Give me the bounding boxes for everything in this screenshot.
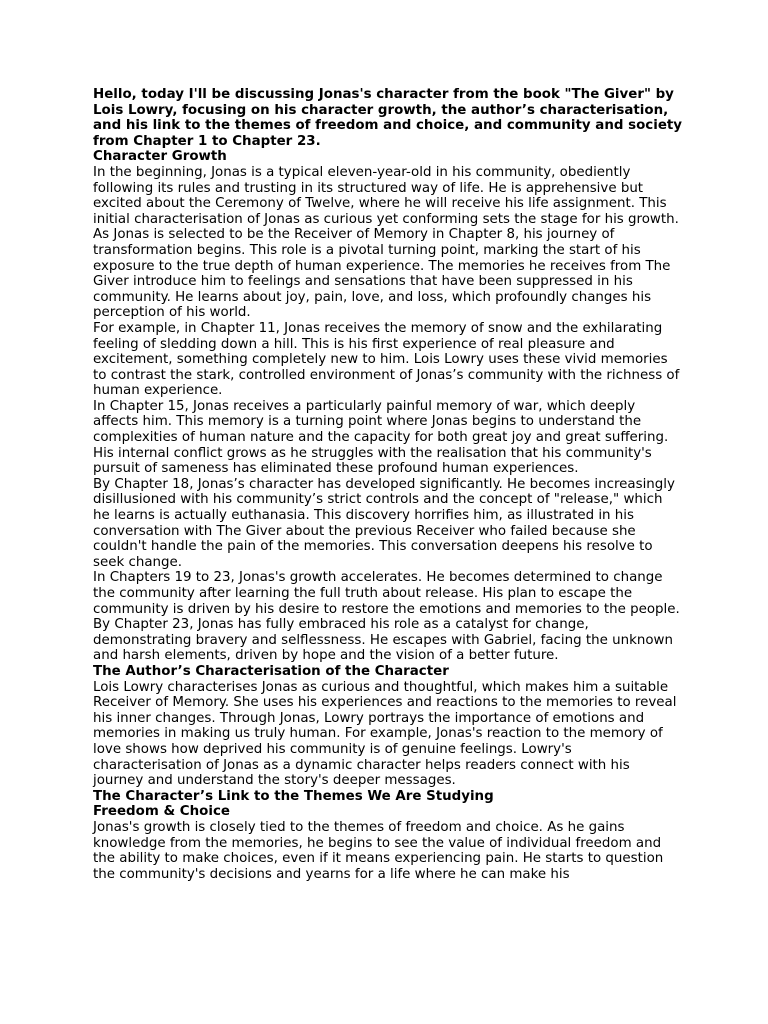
author-paragraph: Lois Lowry characterises Jonas as curious and thoughtful, which makes him a suitable Receiver of Memory. She uses his experiences and reactions to the memories to reveal his inner changes. Through Jonas, Lowry portrays the importance of emotions and memories in making us truly human. For example, Jonas's reaction to the memory of love shows how deprived his community is of genuine feelings. Lowry's characterisation of Jonas as a dynamic character helps readers connect with his journey and understand the story's deeper messages.	[93, 679, 677, 789]
intro-paragraph: Hello, today I'll be discussing Jonas's character from the book "The Giver" by Lois Lowry, focusing on his character growth, the author’s characterisation, and his link to the themes of freedom and choice, and community and society from Chapter 1 to Chapter 23.	[93, 87, 683, 149]
heading-themes-link: The Character’s Link to the Themes We Are Studying	[93, 788, 494, 804]
growth-paragraph-1: In the beginning, Jonas is a typical eleven-year-old in his community, obediently following its rules and trusting in its structured way of life. He is apprehensive but excited about the Ceremony of Twelve, where he will receive his life assignment. This initial characterisation of Jonas as curious yet conforming sets the stage for his growth.	[93, 164, 679, 227]
growth-paragraph-2: As Jonas is selected to be the Receiver of Memory in Chapter 8, his journey of transformation begins. This role is a pivotal turning point, marking the start of his exposure to the true depth of human experience. The memories he receives from The Giver introduce him to feelings and sensations that have been suppressed in his community. He learns about joy, pain, love, and loss, which profoundly changes his perception of his world.	[93, 227, 671, 321]
growth-paragraph-5: By Chapter 18, Jonas’s character has developed significantly. He becomes increasingly disillusioned with his community’s strict controls and the concept of "release," which he learns is actually euthanasia. This discovery horrifies him, as illustrated in his conversation with The Giver about the previous Receiver who failed because she couldn't handle the pain of the memories. This conversation deepens his resolve to seek change.	[93, 476, 675, 570]
document-page	[93, 87, 683, 882]
growth-paragraph-3: For example, in Chapter 11, Jonas receives the memory of snow and the exhilarating feeling of sledding down a hill. This is his first experience of real pleasure and excitement, something completely new to him. Lois Lowry uses these vivid memories to contrast the stark, controlled environment of Jonas’s community with the richness of human experience.	[93, 320, 680, 399]
heading-character-growth: Character Growth	[93, 149, 227, 165]
growth-paragraph-4: In Chapter 15, Jonas receives a particularly painful memory of war, which deeply affects him. This memory is a turning point where Jonas begins to understand the complexities of human nature and the capacity for both great joy and great suffering. His internal conflict grows as he struggles with the realisation that his community's pursuit of sameness has eliminated these profound human experiences.	[93, 398, 669, 477]
growth-paragraph-6: In Chapters 19 to 23, Jonas's growth accelerates. He becomes determined to change the community after learning the full truth about release. His plan to escape the community is driven by his desire to restore the emotions and memories to the people. By Chapter 23, Jonas has fully embraced his role as a catalyst for change, demonstrating bravery and selflessness. He escapes with Gabriel, facing the unknown and harsh elements, driven by hope and the vision of a better future.	[93, 570, 680, 664]
heading-author-characterisation: The Author’s Characterisation of the Character	[93, 663, 449, 679]
heading-freedom-choice: Freedom & Choice	[93, 804, 230, 820]
freedom-paragraph: Jonas's growth is closely tied to the themes of freedom and choice. As he gains knowledge from the memories, he begins to see the value of individual freedom and the ability to make choices, even if it means experiencing pain. He starts to question the community's decisions and yearns for a life where he can make his	[93, 819, 664, 882]
